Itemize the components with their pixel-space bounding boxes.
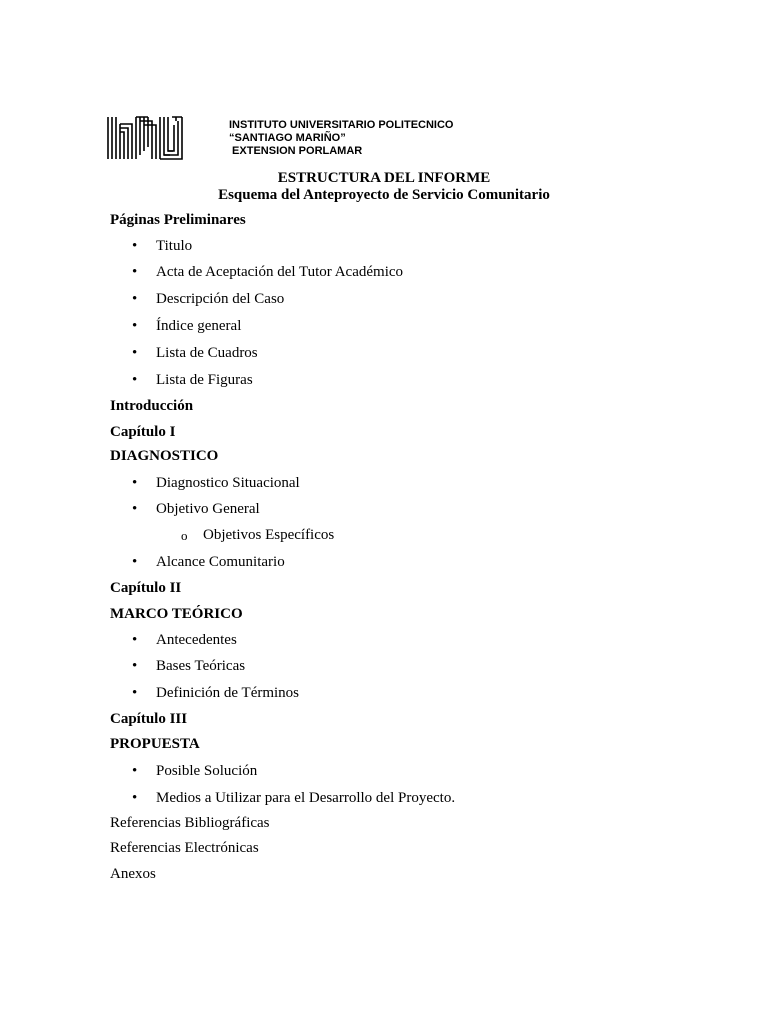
section-references-bibliographic: Referencias Bibliográficas — [110, 815, 270, 831]
list-item: • Bases Teóricas — [156, 658, 245, 675]
section-references-electronic: Referencias Electrónicas — [110, 840, 259, 856]
institution-subname: “SANTIAGO MARIÑO” — [229, 132, 346, 144]
section-introduccion: Introducción — [110, 398, 194, 414]
document-subtitle: Esquema del Anteproyecto de Servicio Comunitario — [218, 187, 550, 203]
list-item: • Descripción del Caso — [156, 291, 284, 308]
chapter-2-label: Capítulo II — [110, 580, 182, 596]
document-title: ESTRUCTURA DEL INFORME — [277, 170, 491, 186]
list-item: • Posible Solución — [156, 763, 257, 780]
list-item: • Diagnostico Situacional — [156, 475, 300, 492]
chapter-1-title: DIAGNOSTICO — [110, 448, 219, 464]
institution-logo — [107, 116, 183, 160]
chapter-1-label: Capítulo I — [110, 424, 176, 440]
institution-name: INSTITUTO UNIVERSITARIO POLITECNICO — [229, 119, 454, 131]
list-item: • Medios a Utilizar para el Desarrollo del Proyecto. — [156, 790, 455, 807]
list-item: • Alcance Comunitario — [156, 554, 285, 571]
list-item: • Titulo — [156, 238, 192, 255]
section-annexes: Anexos — [110, 866, 156, 882]
list-item: • Definición de Términos — [156, 685, 299, 702]
list-item: • Antecedentes — [156, 632, 237, 649]
list-item: • Lista de Figuras — [156, 372, 253, 389]
chapter-3-label: Capítulo III — [110, 711, 188, 727]
list-item: • Objetivo General — [156, 501, 260, 518]
list-item: • Acta de Aceptación del Tutor Académico — [156, 264, 403, 281]
sub-list-item: o Objetivos Específicos — [203, 527, 334, 544]
chapter-2-title: MARCO TEÓRICO — [110, 606, 243, 622]
section-preliminares: Páginas Preliminares — [110, 212, 246, 228]
list-item: • Lista de Cuadros — [156, 345, 258, 362]
institution-header — [229, 119, 454, 158]
institution-extension: EXTENSION PORLAMAR — [229, 145, 363, 157]
chapter-3-title: PROPUESTA — [110, 736, 200, 752]
list-item: • Índice general — [156, 318, 241, 335]
